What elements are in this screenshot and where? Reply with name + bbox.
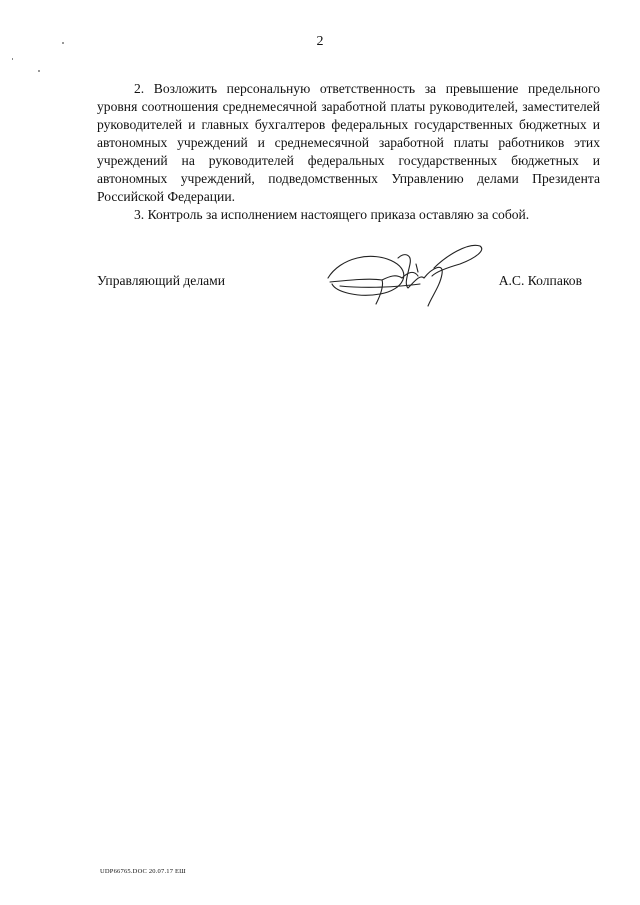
scan-speck bbox=[38, 70, 40, 72]
page-number: 2 bbox=[316, 34, 324, 49]
paragraph-3: 3. Контроль за исполнением настоящего приказа оставляю за собой. bbox=[134, 207, 530, 222]
paragraph-2: 2. Возложить персональную ответственность за превышение предельного уровня соотношения среднемесячной заработной платы руководителей, заместителей руководителей и главных бухгалтеров федеральных государственных бюджетных и автономных учреждений и среднемесячной заработной платы работников этих учреждений на руководителей федеральных государственных бюджетных и автономных учреждений, подведомственных Управлению делами Президента Российской Федерации. bbox=[97, 81, 600, 204]
signatory-name: А.С. Колпаков bbox=[498, 273, 582, 288]
scan-speck bbox=[62, 42, 64, 44]
document-footer-code: UDP66765.DOC 20.07.17 ЕШ bbox=[100, 868, 186, 875]
scan-speck bbox=[12, 58, 13, 60]
signatory-position: Управляющий делами bbox=[97, 273, 226, 288]
document-body bbox=[97, 80, 600, 224]
handwritten-signature bbox=[320, 234, 490, 314]
